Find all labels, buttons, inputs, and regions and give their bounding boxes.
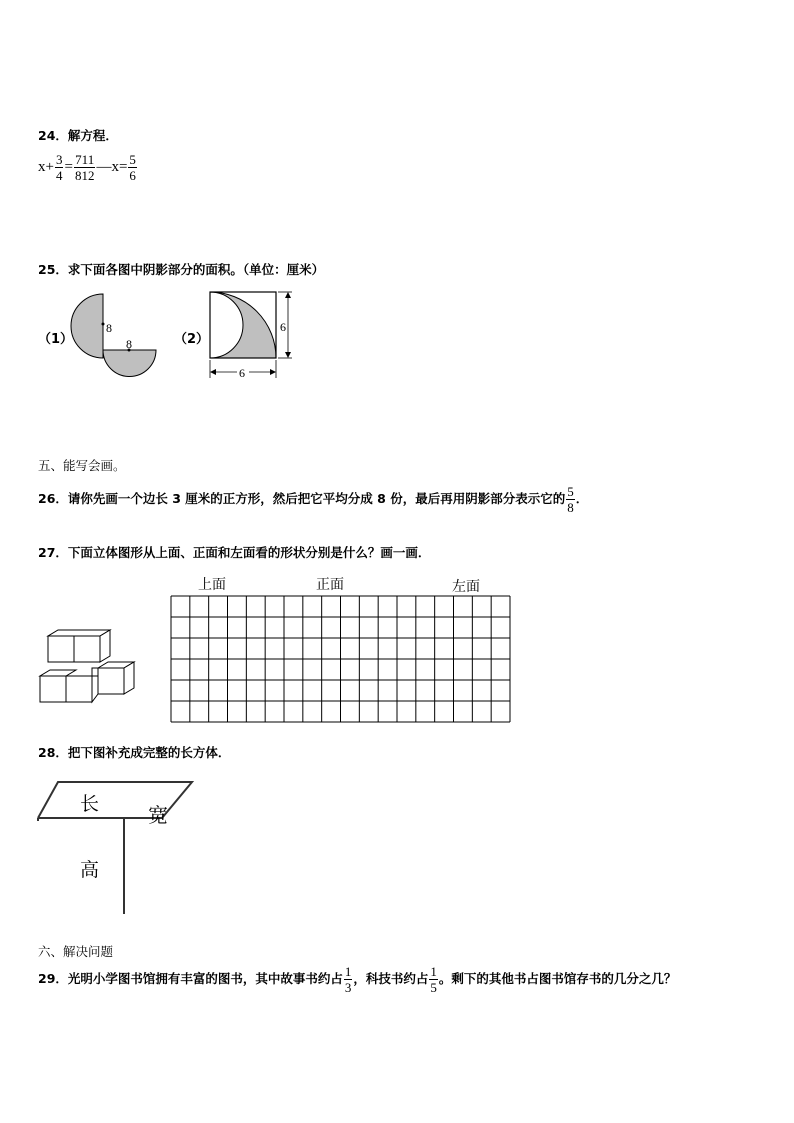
view-label-front: 正面 [316, 577, 344, 593]
eq-plus: + [45, 158, 54, 175]
view-label-left: 左面 [452, 579, 480, 595]
q29-text-b: ，科技书约占 [353, 971, 429, 986]
q29-text-a: 29．光明小学图书馆拥有丰富的图书，其中故事书约占 [38, 971, 343, 986]
label-length: 长 [80, 794, 100, 815]
dim-8-horizontal: 8 [126, 337, 132, 351]
q25-label: 25．求下面各图中阴影部分的面积。（单位：厘米） [38, 262, 325, 277]
dim-6-vertical: 6 [280, 320, 286, 334]
fig1-semicircles [70, 288, 170, 388]
q27-text: 27．下面立体图形从上面、正面和左面看的形状分别是什么？画一画． [38, 545, 431, 560]
section6-title: 六、解决问题 [38, 944, 114, 959]
q26-line [38, 484, 588, 515]
dim-8-vertical: 8 [106, 321, 112, 335]
q24-label: 24．解方程． [38, 128, 118, 143]
fig2-label: （2） [174, 332, 210, 347]
q24-equation [38, 152, 138, 183]
fraction-1-5: $\frac{1}{5}$ [430, 964, 437, 995]
q29-line [38, 964, 676, 995]
eq-x: x [38, 158, 46, 175]
fraction-5-6: $\frac{5}{6}$ [129, 152, 136, 183]
label-width: 宽 [148, 805, 168, 827]
q26-text: 26．请你先画一个边长 3 厘米的正方形，然后把它平均分成 8 份，最后再用阴影部分表示它的 [38, 491, 566, 506]
fig1-label: （1） [38, 332, 74, 347]
eq-equals: = [64, 158, 73, 175]
cuboid-partial-figure [36, 776, 236, 921]
q26-end: ． [575, 491, 589, 506]
section5-title: 五、能写会画。 [38, 458, 126, 473]
label-height: 高 [80, 860, 100, 881]
q28-text: 28．把下图补充成完整的长方体． [38, 745, 231, 760]
cube-solid-figure [38, 628, 138, 704]
fig2-square-arcs [200, 286, 310, 382]
fraction-711-812: $\frac{711}{812}$ [74, 152, 95, 183]
fraction-1-3: $\frac{1}{3}$ [344, 964, 352, 995]
q29-text-c: 。剩下的其他书占图书馆存书的几分之几？ [438, 971, 677, 986]
fraction-5-8: $\frac{5}{8}$ [567, 484, 574, 515]
view-label-top: 上面 [198, 577, 226, 593]
drawing-grid[interactable] [170, 595, 512, 725]
dim-6-horizontal: 6 [239, 366, 245, 380]
q28-label [38, 742, 230, 761]
eq-minus-x: —x= [96, 158, 128, 175]
fraction-3-4: $\frac{3}{4}$ [55, 152, 63, 183]
